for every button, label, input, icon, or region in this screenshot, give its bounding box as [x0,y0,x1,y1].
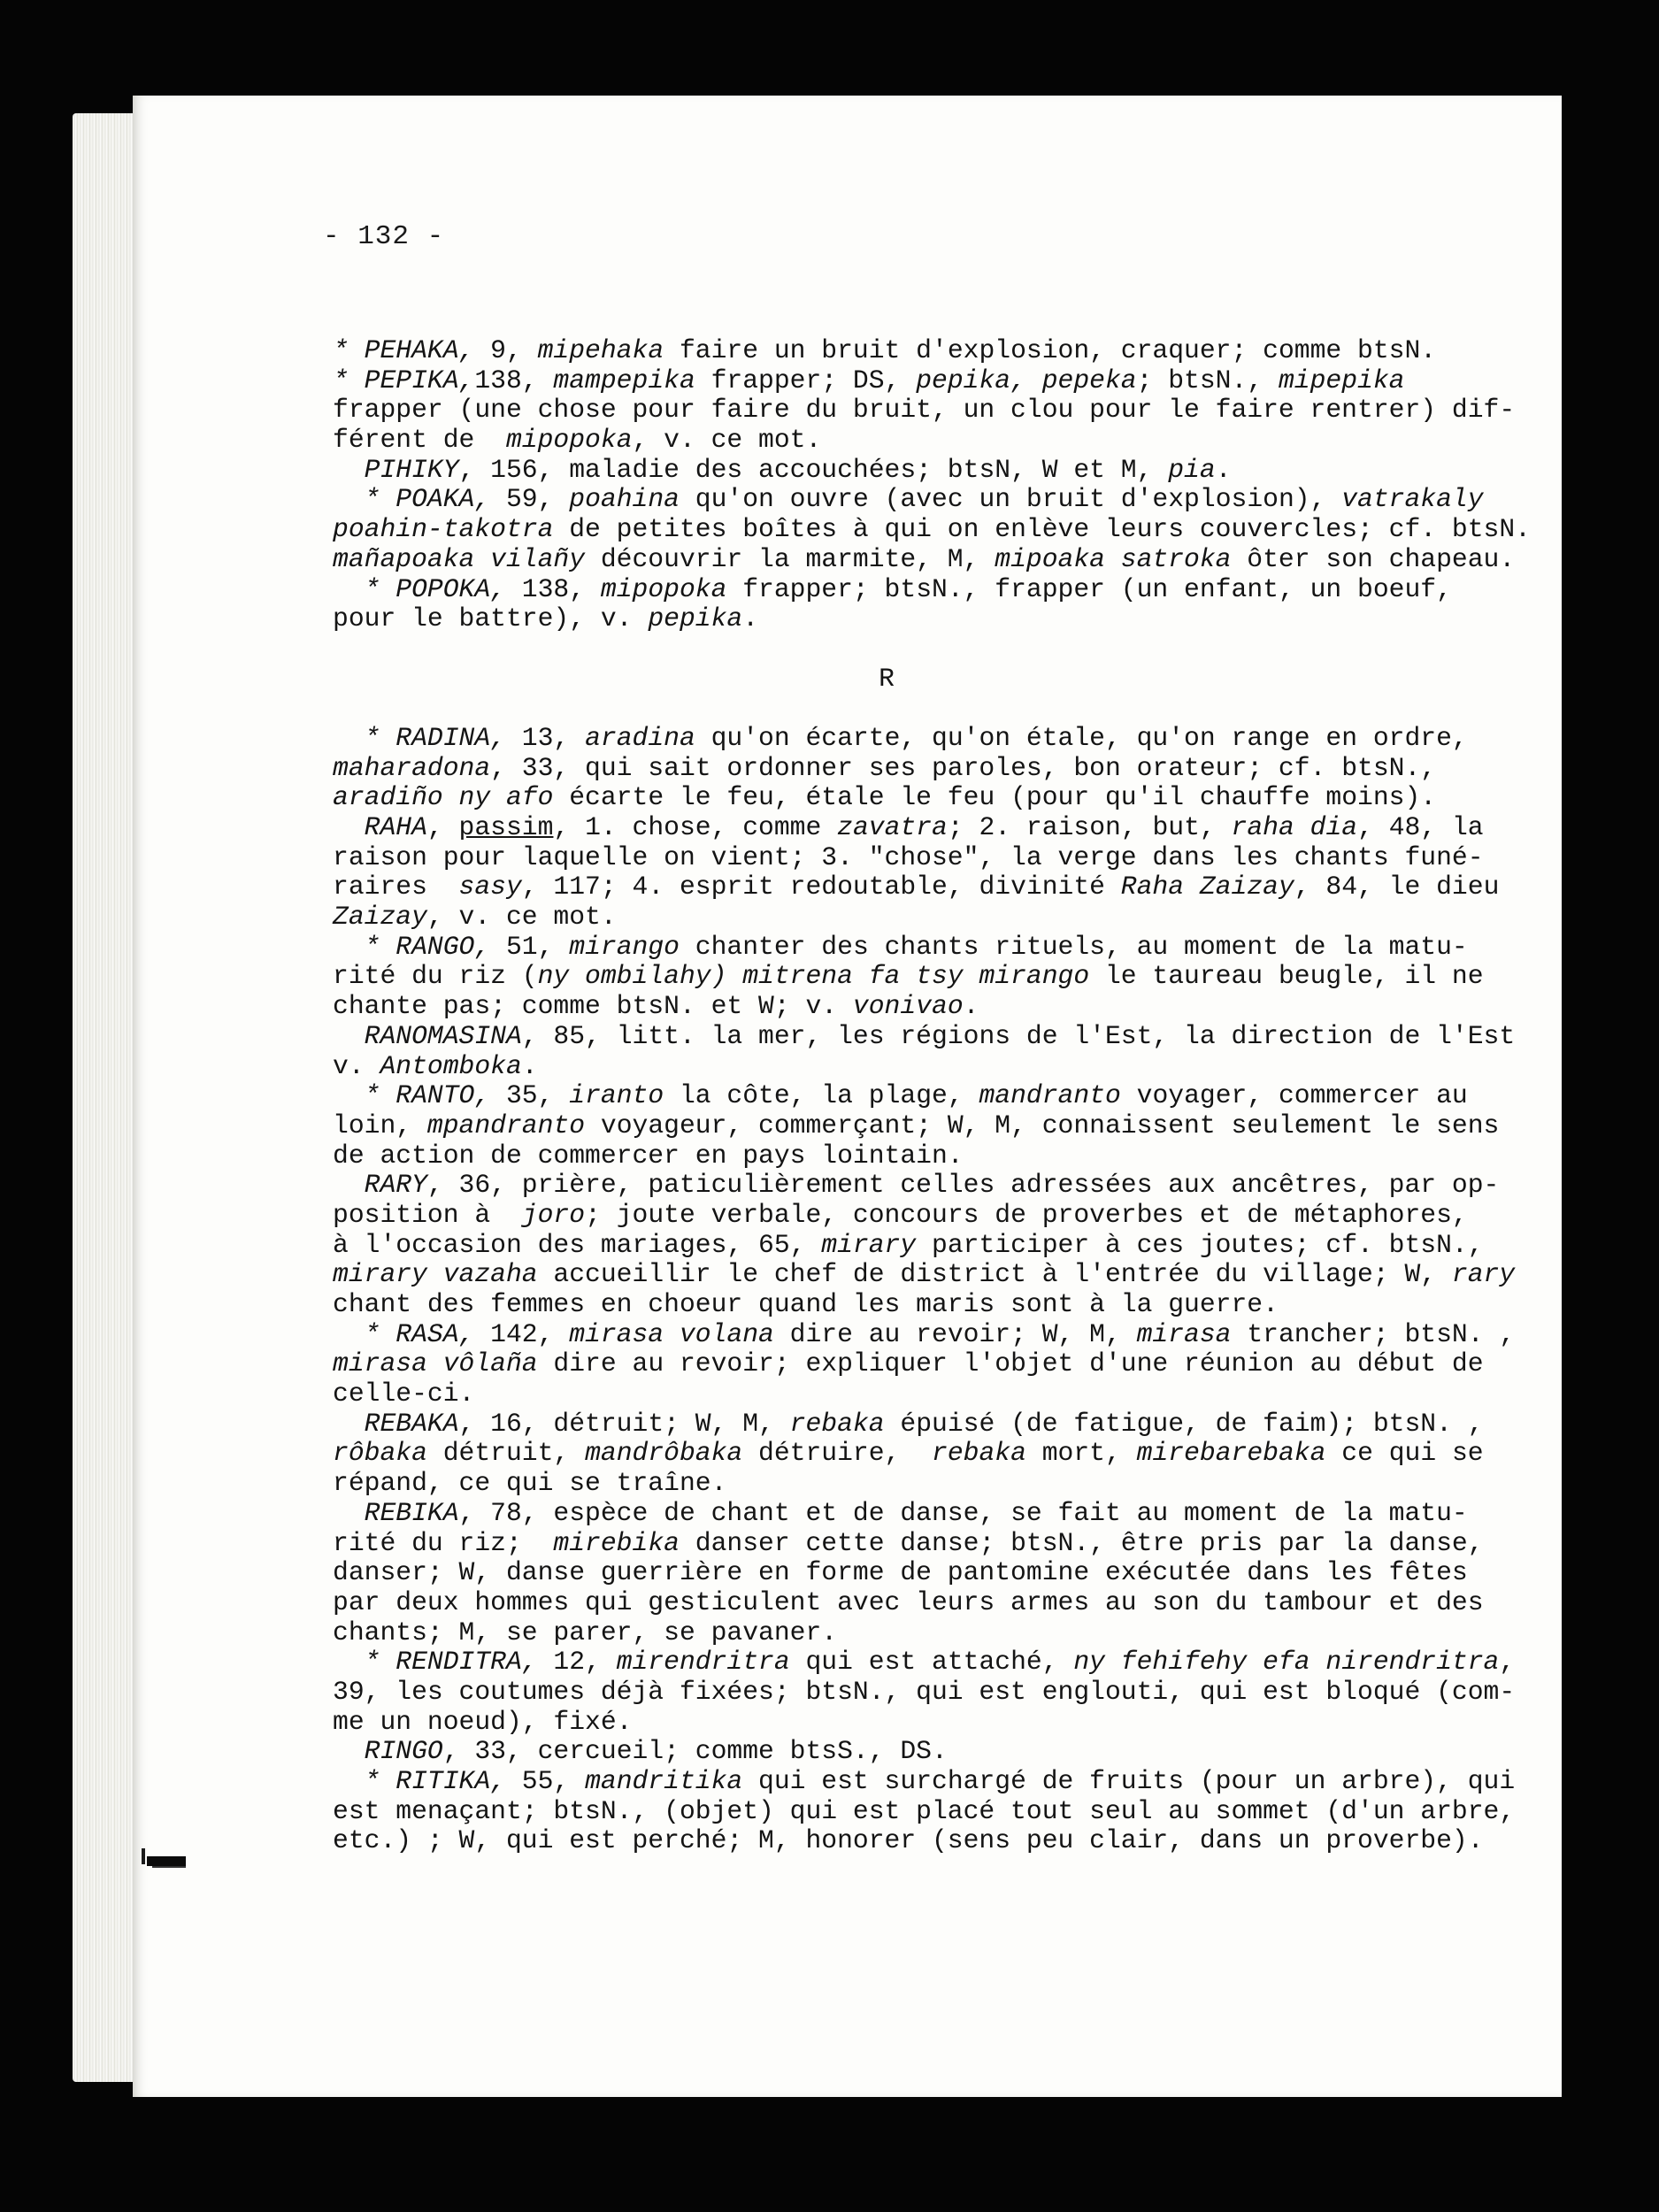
text-segment: mandritika [585,1766,743,1796]
text-segment: mipepika [1278,365,1405,396]
text-segment: de petites boîtes à qui on enlève leurs couvercles; cf. btsN. [553,514,1531,545]
text-line [333,754,1440,784]
text-segment: 12, [553,1647,617,1678]
text-line [333,1586,1484,1618]
text-segment: * PEHAKA, [333,335,491,365]
text-line [333,456,1440,486]
text-segment: mirasa [1136,1318,1232,1349]
text-segment: , 117; 4. esprit redoutable, divinité [521,872,1121,902]
text-segment: mirebika [553,1527,680,1558]
text-line [333,1438,1484,1469]
text-segment: . [742,603,759,634]
text-segment: etc.) ; W, qui est perché; M, honorer (sens peu clair, dans un proverbe). [333,1825,1484,1856]
text-segment: mirendritra [616,1647,790,1678]
text-segment: poahin-takotra [333,514,554,545]
text-segment: mipopoka [600,573,727,604]
text-segment: Raha Zaizay [1120,872,1294,902]
text-segment: 55, [521,1766,586,1796]
text-segment: * RADINA, [333,722,522,753]
text-line [333,812,1484,843]
text-segment: détruit, [426,1438,586,1469]
text-segment: Zaizay [333,902,427,933]
text-segment: poahina [569,484,680,515]
text-segment: pia [1168,454,1216,485]
text-line [333,366,1440,396]
text-segment: , 48, la [1357,812,1484,842]
text-segment: mandranto [979,1080,1121,1111]
text-line [333,1795,1516,1827]
text-line [333,961,1484,992]
text-segment: 138, [521,573,601,604]
text-segment: chante pas; comme btsN. et W; v. [333,991,853,1022]
text-segment: me un noeud), fixé. [333,1706,633,1737]
text-line [333,426,1440,456]
text-segment: iranto [569,1080,664,1111]
text-segment: voyager, commercer au [1120,1080,1468,1111]
text-line [333,992,1440,1022]
text-segment: mandrôbaka [585,1438,743,1469]
text-segment: , 33, qui sait ordonner ses paroles, bon orateur; cf. btsN., [490,752,1437,783]
text-segment: loin, [333,1110,427,1141]
text-line [333,1408,1484,1440]
text-segment: mipehaka [537,335,664,365]
text-segment: ôter son chapeau. [1231,543,1516,574]
text-segment: * RASA, [333,1318,491,1349]
text-segment: v. [333,1050,380,1081]
text-segment: mort, [1025,1438,1137,1469]
text-segment: rité du riz ( [333,961,538,992]
page-number: - 132 - [323,221,445,252]
text-line [333,604,1440,634]
text-segment: mirasa vôlaña [333,1348,538,1379]
text-line [333,1170,1500,1201]
text-segment: faire un bruit d'explosion, craquer; comme btsN. [664,335,1437,365]
text-segment: rebaka [789,1408,885,1439]
text-segment: mirary [821,1229,917,1260]
text-line [333,1348,1484,1379]
text-segment: voyageur, commerçant; W, M, connaissent seulement le sens [585,1110,1500,1141]
text-segment: pepika [648,603,743,634]
text-segment: maharadona [333,752,491,783]
text-segment: passim [458,812,554,842]
text-line [333,1141,1440,1171]
text-segment: ce qui se [1325,1438,1484,1469]
text-line [333,1557,1468,1588]
text-segment: , 85, litt. la mer, les régions de l'Est, la direction de l'Est [521,1020,1516,1051]
text-segment: aradiño ny afo [333,782,554,813]
text-segment: * RENDITRA, [333,1647,554,1678]
text-segment: qu'on écarte, qu'on étale, qu'on range en ordre, [695,722,1468,753]
text-segment: , 33, cercueil; comme btsS., DS. [442,1736,948,1767]
text-segment: 35, [505,1080,570,1111]
text-segment: de action de commercer en pays lointain. [333,1140,964,1171]
text-segment: participer à ces joutes; cf. btsN., [916,1229,1484,1260]
text-segment: 9, [490,335,538,365]
section-letter: R [879,663,895,694]
text-segment: celle-ci. [333,1379,475,1409]
text-line [333,783,1440,813]
text-line [333,514,1531,545]
text-segment: ny fehifehy efa nirendritra [1073,1647,1500,1678]
text-segment: qui est attaché, [789,1647,1074,1678]
text-segment: 138, [474,365,554,396]
text-segment: détruire, [742,1438,933,1469]
text-segment: mañapoaka vilañy [333,543,586,574]
text-segment: * RANGO, [333,931,506,962]
text-segment: , 1. chose, comme [553,812,838,842]
text-segment: rôbaka [333,1438,427,1469]
text-segment: rebaka [932,1438,1026,1469]
text-line [333,1766,1516,1797]
text-segment: qui est surchargé de fruits (pour un arbre), qui [742,1766,1516,1796]
text-segment: vonivao [852,991,964,1022]
text-segment: , 156, maladie des accouchées; btsN, W et M, [458,454,1169,485]
text-segment: mipopoka [505,425,633,456]
text-segment: 13, [521,722,586,753]
entries-r-block [333,722,1516,1856]
text-line [333,395,1516,426]
text-segment: RARY [333,1170,427,1201]
text-segment: rary [1451,1259,1516,1290]
scan-marker [147,1856,186,1866]
text-line [333,1020,1516,1052]
text-segment: chant des femmes en choeur quand les maris sont à la guerre. [333,1289,1279,1319]
text-segment: la côte, la plage, [664,1080,979,1111]
text-segment: REBAKA [333,1408,459,1439]
text-segment: répand, ce qui se traîne. [333,1468,727,1499]
text-segment: à l'occasion des mariages, 65, [333,1229,822,1260]
text-segment: qu'on ouvre (avec un bruit d'explosion), [679,484,1342,515]
text-segment: pepika, pepeka [916,365,1137,396]
text-segment: pour le battre), v. [333,603,649,634]
text-segment: , [1499,1647,1516,1678]
text-segment: position à [333,1199,522,1230]
text-line [333,1110,1500,1141]
text-segment: dire au revoir; expliquer l'objet d'une réunion au début de [537,1348,1484,1379]
text-line [333,1647,1516,1678]
text-line [333,573,1452,605]
entries-p-block [333,335,1531,634]
text-segment: aradina [585,722,695,753]
text-line [333,1825,1484,1856]
text-line [333,484,1484,515]
text-line [333,1379,1440,1409]
text-segment: danser cette danse; btsN., être pris par la danse, [679,1527,1484,1558]
text-segment: PIHIKY [333,454,459,485]
text-segment: , v. ce mot. [632,425,822,456]
text-segment: , 16, détruit; W, M, [458,1408,790,1439]
text-segment: raires [333,872,459,902]
text-segment: 59, [505,484,570,515]
text-segment: frapper; btsN., frapper (un enfant, un boeuf, [726,573,1452,604]
text-segment: raison pour laquelle on vient; 3. "chose", la verge dans les chants funé- [333,841,1484,872]
text-line [333,543,1516,575]
text-segment: * RITIKA, [333,1766,522,1796]
text-segment: ; joute verbale, concours de proverbes et de métaphores, [585,1199,1468,1230]
text-segment: sasy [458,872,522,902]
text-segment: . [521,1050,538,1081]
text-segment: mipoaka satroka [995,543,1232,574]
text-segment: frapper; DS, [695,365,917,396]
text-segment: découvrir la marmite, M, [585,543,995,574]
text-line [333,1318,1516,1350]
text-segment: RANOMASINA [333,1020,522,1051]
text-segment: chants; M, se parer, se pavaner. [333,1617,838,1647]
text-line [333,841,1484,873]
text-line [333,1259,1516,1290]
text-segment: trancher; btsN. , [1231,1318,1516,1349]
text-line [333,1469,1440,1499]
text-segment: REBIKA [333,1497,459,1528]
text-line [333,872,1500,902]
text-segment: , [426,812,459,842]
text-line [333,1080,1468,1111]
text-segment: le taureau beugle, il ne [1089,961,1484,992]
text-segment: écarte le feu, étale le feu (pour qu'il chauffe moins). [553,782,1437,813]
text-segment: férent de [333,425,506,456]
text-line [333,1497,1468,1529]
text-line [333,1229,1484,1261]
text-segment: épuisé (de fatigue, de faim); btsN. , [884,1408,1484,1439]
text-segment: , 84, le dieu [1294,872,1500,902]
text-segment: * POAKA, [333,484,506,515]
text-segment: 142, [490,1318,570,1349]
text-line [333,336,1440,366]
text-segment: mirary vazaha [333,1259,538,1290]
text-line [333,722,1468,754]
text-segment: 51, [505,931,570,962]
text-segment: ny ombilahy) mitrena fa tsy mirango [537,961,1090,992]
text-segment: , v. ce mot. [426,902,617,933]
text-segment: mpandranto [426,1110,586,1141]
dictionary-text [333,335,1531,1856]
text-segment: chanter des chants rituels, au moment de la matu- [679,931,1468,962]
text-segment: , 78, espèce de chant et de danse, se fait au moment de la matu- [458,1497,1468,1528]
text-segment: . [963,991,979,1022]
text-line [333,1527,1484,1559]
text-segment: ; btsN., [1136,365,1279,396]
text-segment: Antomboka [380,1050,522,1081]
text-segment: vatrakaly [1341,484,1484,515]
text-line [333,1618,1440,1648]
text-line [333,931,1468,963]
text-segment: RINGO [333,1736,443,1767]
text-segment: 39, les coutumes déjà fixées; btsN., qui est englouti, qui est bloqué (com- [333,1676,1516,1707]
text-segment: * RANTO, [333,1080,506,1111]
text-segment: frapper (une chose pour faire du bruit, un clou pour le faire rentrer) dif- [333,395,1516,426]
text-segment: dire au revoir; W, M, [773,1318,1137,1349]
text-segment: danser; W, danse guerrière en forme de pantomine exécutée dans les fêtes [333,1557,1468,1588]
text-segment: raha dia [1231,812,1358,842]
text-segment: RAHA [333,812,427,842]
text-line [333,1737,1440,1767]
text-segment: ; 2. raison, but, [947,812,1232,842]
text-line [333,1199,1468,1231]
text-segment: est menaçant; btsN., (objet) qui est placé tout seul au sommet (d'un arbre, [333,1795,1516,1826]
text-segment: joro [521,1199,586,1230]
text-line [333,1052,1440,1082]
text-line [333,902,1440,933]
text-segment: mirebarebaka [1136,1438,1326,1469]
text-line [333,1290,1440,1320]
text-segment: mirango [569,931,680,962]
text-segment: accueillir le chef de district à l'entrée du village; W, [537,1259,1452,1290]
text-line [333,1676,1516,1708]
text-segment: , 36, prière, paticulièrement celles adressées aux ancêtres, par op- [426,1170,1500,1201]
text-segment: mirasa volana [569,1318,774,1349]
text-segment: rité du riz; [333,1527,554,1558]
text-segment: * POPOKA, [333,573,522,604]
text-segment: par deux hommes qui gesticulent avec leurs armes au son du tambour et des [333,1586,1484,1617]
text-segment: . [1215,454,1232,485]
text-line [333,1708,1440,1738]
text-segment: mampepika [553,365,695,396]
text-segment: * PEPIKA, [333,365,475,396]
text-segment: zavatra [837,812,948,842]
